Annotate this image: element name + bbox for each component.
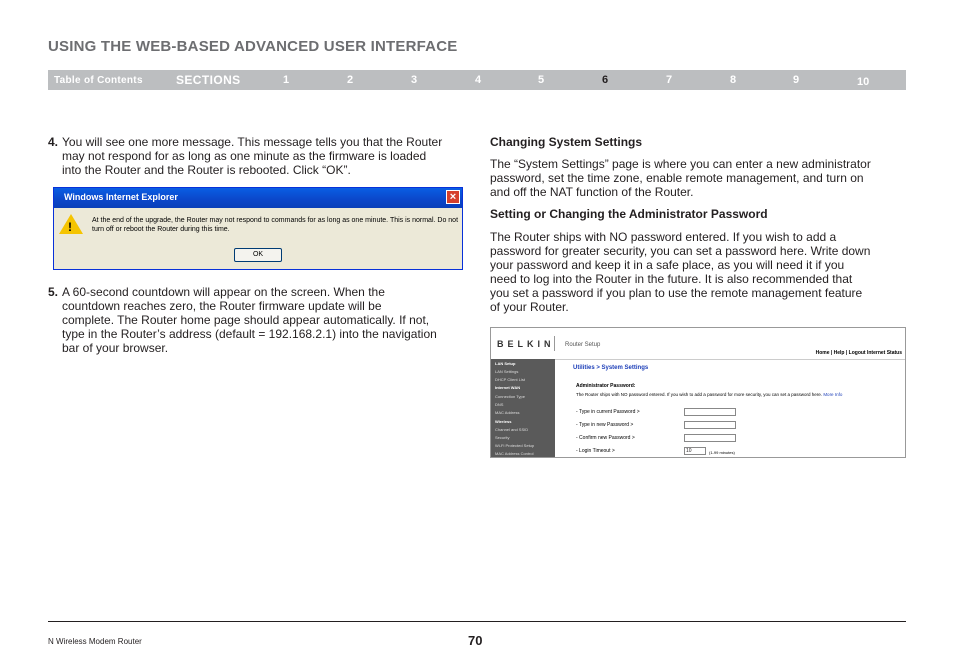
paragraph-line: password, set the time zone, enable remote management, and turn on <box>490 171 864 185</box>
dialog-title: Windows Internet Explorer <box>64 192 178 202</box>
section-link-4[interactable]: 4 <box>475 74 482 86</box>
section-link-5[interactable]: 5 <box>538 74 545 86</box>
confirm-password-label: - Confirm new Password > <box>576 435 635 441</box>
table-of-contents-link[interactable]: Table of Contents <box>54 75 143 86</box>
admin-password-paragraph <box>490 230 910 314</box>
step-4-line: into the Router and the Router is rebooted. Click “OK”. <box>62 163 351 177</box>
belkin-logo: BELKIN <box>497 339 555 349</box>
step-5-line: bar of your browser. <box>62 341 169 355</box>
sidebar-heading-lan-setup[interactable]: LAN Setup <box>495 361 516 366</box>
sidebar-heading-wireless[interactable]: Wireless <box>495 419 512 424</box>
paragraph-line: you set a password if you plan to use the remote management feature <box>490 286 863 300</box>
new-password-input[interactable] <box>684 421 736 429</box>
router-header <box>491 328 905 360</box>
section-nav-bar <box>48 70 906 90</box>
footer-product-name: N Wireless Modem Router <box>48 637 142 646</box>
header-divider <box>554 336 555 351</box>
page-number: 70 <box>468 633 483 648</box>
section-link-6-active[interactable]: 6 <box>602 74 609 86</box>
ok-button[interactable]: OK <box>234 248 282 262</box>
paragraph-line: The Router ships with NO password entered. If you wish to add a <box>490 230 837 244</box>
paragraph-line: The “System Settings” page is where you can enter a new administrator <box>490 157 871 171</box>
current-password-label: - Type in current Password > <box>576 409 640 415</box>
section-link-2[interactable]: 2 <box>347 74 354 86</box>
page-header-title: USING THE WEB-BASED ADVANCED USER INTERFACE <box>48 38 458 55</box>
step-5-line: type in the Router’s address (default = 192.168.2.1) into the navigation <box>62 327 437 341</box>
router-sidebar <box>491 359 555 457</box>
sidebar-item-lan-settings[interactable]: LAN Settings <box>495 369 519 374</box>
section-link-1[interactable]: 1 <box>283 74 290 86</box>
section-link-8[interactable]: 8 <box>730 74 737 86</box>
router-breadcrumb: Utilities > System Settings <box>573 365 649 371</box>
paragraph-line: and off the NAT function of the Router. <box>490 185 694 199</box>
close-icon[interactable]: × <box>446 190 460 204</box>
heading-changing-system-settings: Changing System Settings <box>490 135 643 149</box>
dialog-message: At the end of the upgrade, the Router may not respond to commands for as long as one minute. This is normal. Do not turn off or reboot the Router during this time. <box>92 217 459 233</box>
new-password-label: - Type in new Password > <box>576 422 634 428</box>
step-4-number: 4. <box>48 135 59 149</box>
login-timeout-input[interactable]: 10 <box>684 447 706 455</box>
ie-warning-dialog <box>53 187 463 270</box>
router-main-panel <box>555 359 905 457</box>
step-5-line: countdown reaches zero, the Router firmware update will be <box>62 299 382 313</box>
sidebar-item-wps[interactable]: Wi-Fi Protected Setup <box>495 443 535 448</box>
router-header-links[interactable]: Home | Help | Logout Internet Status <box>815 350 902 356</box>
warning-exclamation-icon: ! <box>68 220 72 234</box>
footer-divider <box>48 621 906 622</box>
paragraph-line: password for greater security, you can set a password here. Write down <box>490 244 871 258</box>
more-info-link[interactable]: More Info <box>823 392 843 397</box>
router-setup-screenshot <box>490 327 906 458</box>
sidebar-item-dhcp-client-list[interactable]: DHCP Client List <box>495 377 525 382</box>
admin-password-description: The Router ships with NO password entered. If you wish to add a password for more security, you can set a password here. More Info <box>576 392 843 397</box>
login-timeout-hint: (1-99 minutes) <box>709 450 735 455</box>
step-4-line: may not respond for as long as one minute as the firmware is loaded <box>62 149 427 163</box>
sidebar-item-connection-type[interactable]: Connection Type <box>495 394 525 399</box>
sidebar-item-channel-ssid[interactable]: Channel and SSID <box>495 427 529 432</box>
step-4-text <box>62 135 472 177</box>
step-4-line: You will see one more message. This message tells you that the Router <box>62 135 443 149</box>
step-5-line: complete. The Router home page should appear automatically. If not, <box>62 313 430 327</box>
current-password-input[interactable] <box>684 408 736 416</box>
section-link-7[interactable]: 7 <box>666 74 673 86</box>
sidebar-item-security[interactable]: Security <box>495 435 510 440</box>
router-setup-label: Router Setup <box>565 342 601 348</box>
confirm-password-input[interactable] <box>684 434 736 442</box>
section-link-3[interactable]: 3 <box>411 74 418 86</box>
sections-label: SECTIONS <box>176 73 241 87</box>
heading-admin-password: Setting or Changing the Administrator Password <box>490 207 768 221</box>
sidebar-item-dns[interactable]: DNS <box>495 402 504 407</box>
paragraph-line: of your Router. <box>490 300 569 314</box>
sidebar-item-mac-address[interactable]: MAC Address <box>495 410 520 415</box>
sidebar-heading-internet-wan[interactable]: Internet WAN <box>495 385 521 390</box>
step-5-line: A 60-second countdown will appear on the screen. When the <box>62 285 385 299</box>
sidebar-item-mac-address-control[interactable]: MAC Address Control <box>495 451 534 456</box>
system-settings-paragraph <box>490 157 910 199</box>
dialog-title-bar <box>54 188 462 208</box>
section-link-9[interactable]: 9 <box>793 74 800 86</box>
step-5-text <box>62 285 472 355</box>
paragraph-line: your password and keep it in a safe place, as you will need it if you <box>490 258 845 272</box>
section-link-10[interactable]: 10 <box>857 76 870 88</box>
login-timeout-label: - Login Timeout > <box>576 448 615 454</box>
step-5-number: 5. <box>48 285 59 299</box>
admin-password-subheading: Administrator Password: <box>576 383 636 389</box>
paragraph-line: need to log into the Router in the future. It is also recommended that <box>490 272 853 286</box>
